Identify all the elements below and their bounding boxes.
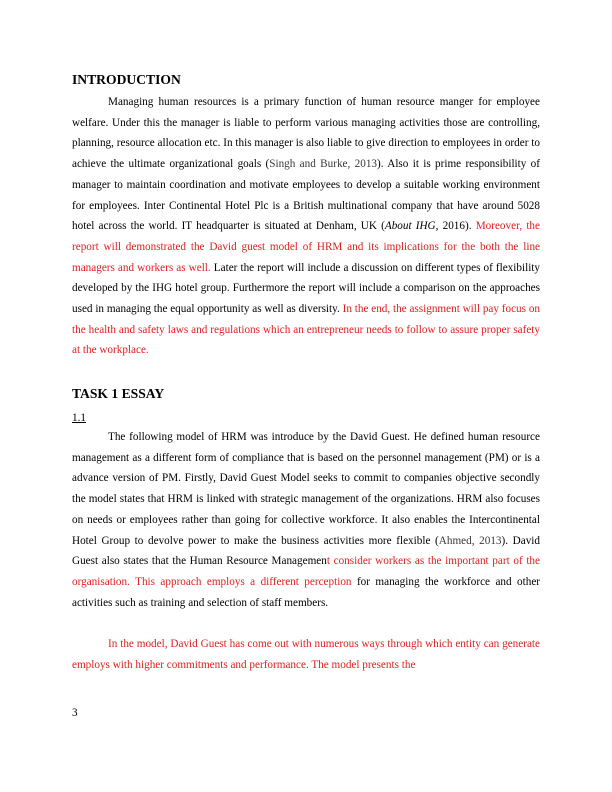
intro-text-1: Managing human resources is a primary function of human resource manger for employee welfare. Under this the manager is liable to perform various managing activities those are controlling, planning, resource allocation etc. In this manager is also liable to give direction to employees in order to achieve the ultimate organizational goals ( <box>72 96 540 171</box>
task-highlight-1: t consider workers as the important part of the organisation. This approach employs a different perception <box>72 555 540 588</box>
task-heading: TASK 1 ESSAY <box>72 386 165 401</box>
intro-text-4: Later the report will include a discussion on different types of flexibility developed by the IHG hotel group. Furthermore the report will include a comparison on the approaches used in managing the equal opportunity as well as diversity. <box>72 261 540 316</box>
task-text-2: ). David Guest also states that the Human Resource Managemen <box>72 534 541 568</box>
intro-citation-1: Singh and Burke, 2013 <box>269 158 378 171</box>
intro-citation-2: About IHG <box>384 220 436 233</box>
section-number: 1.1 <box>72 412 86 424</box>
task-paragraph-1 <box>72 427 540 613</box>
intro-text-3: , 2016). <box>435 220 476 233</box>
page-number: 3 <box>72 707 78 719</box>
introduction-paragraph <box>72 92 540 361</box>
task-paragraph-2 <box>72 634 540 675</box>
task-highlight-2: In the model, David Guest has come out with numerous ways through which entity can generate employs with higher commitments and performance. The model presents the <box>72 638 540 671</box>
intro-highlight-1: Moreover, the report will demonstrated the David guest model of HRM and its implications for the both the line managers and workers as well. <box>72 220 540 274</box>
intro-text-2: ). Also it is prime responsibility of manager to maintain coordination and motivate employees to develop a suitable working environment for employees. Inter Continental Hotel Plc is a British multinational company that have around 5028 hotel across the world. IT headquarter is situated at Denham, UK ( <box>72 158 541 233</box>
task-text-3: for managing the workforce and other activities such as training and selection of staff members. <box>72 575 541 609</box>
introduction-heading: INTRODUCTION <box>72 72 181 87</box>
task-text-1: The following model of HRM was introduce by the David Guest. He defined human resource management as a different form of compliance that is based on the personnel management (PM) or is a advance version of PM. Firstly, David Guest Model seeks to commit to companies objective secondly the model states that HRM is linked with strategic management of the organizations. HRM also focuses on needs or employees rather than going for collective workforce. It also enables the Intercontinental Hotel Group to devolve power to make the business activities more flexible ( <box>72 431 540 547</box>
task-citation: Ahmed, 2013 <box>438 534 502 547</box>
intro-highlight-2: In the end, the assignment will pay focus on the health and safety laws and regulations which an entrepreneur needs to follow to assure proper safety at the workplace. <box>72 303 541 357</box>
